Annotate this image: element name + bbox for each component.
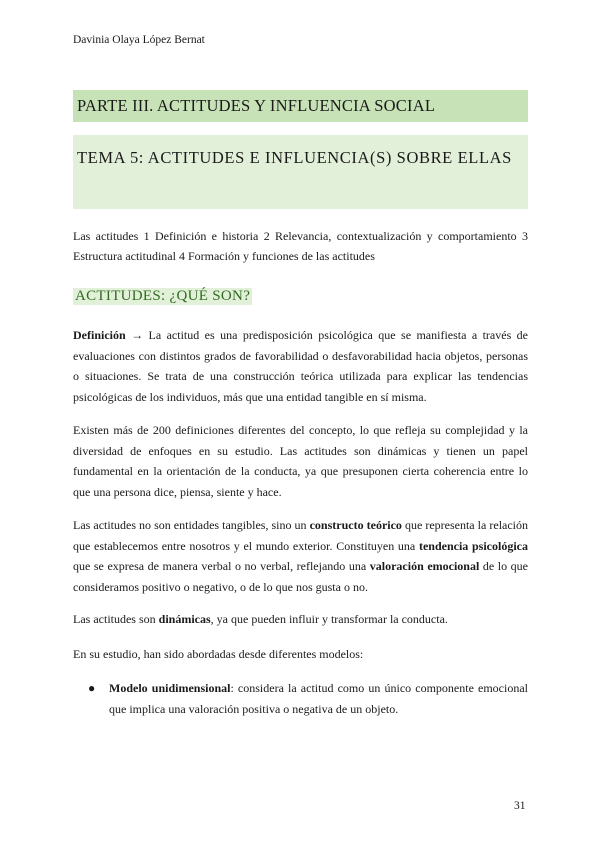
- paragraph-constructo: [73, 515, 528, 597]
- bold-term: constructo teórico: [309, 518, 402, 532]
- paragraph-modelos: En su estudio, han sido abordadas desde diferentes modelos:: [73, 647, 364, 661]
- text-span: Las actitudes no son entidades tangibles, sino un: [73, 518, 310, 532]
- bold-term: valoración emocional: [369, 559, 480, 573]
- definition-paragraph: [73, 325, 528, 407]
- list-item: [88, 678, 528, 719]
- text-span: : considera la actitud como un único componente emocional que implica una valoración positiva o negativa de un objeto.: [109, 681, 529, 716]
- paragraph-definitions: Existen más de 200 definiciones diferentes del concepto, lo que refleja su complejidad y la diversidad de enfoques en su estudio. Las actitudes son dinámicas y tienen un papel fundamental en la orientación de la conducta, ya que presuponen cierta coherencia entre lo que una persona dice, piensa, siente y hace.: [73, 423, 528, 499]
- page-header-author: Davinia Olaya López Bernat: [73, 34, 205, 46]
- part-title: PARTE III. ACTITUDES Y INFLUENCIA SOCIAL: [73, 90, 528, 122]
- section-heading: ACTITUDES: ¿QUÉ SON?: [75, 288, 251, 304]
- paragraph-dinamicas: [73, 609, 528, 630]
- text-span: Las actitudes son: [73, 612, 159, 626]
- text-span: que representa la relación que establecemos entre nosotros y el mundo exterior. Constituyen una: [73, 518, 529, 553]
- arrow-symbol: →: [125, 328, 149, 342]
- text-span: que se expresa de manera verbal o no verbal, reflejando una: [73, 559, 370, 573]
- table-of-contents: Las actitudes 1 Definición e historia 2 Relevancia, contextualización y comportamiento 3 Estructura actitudinal 4 Formación y funciones de las actitudes: [73, 229, 528, 263]
- definition-term: Definición: [73, 328, 126, 342]
- bullet-icon: ●: [88, 681, 96, 695]
- bold-term: tendencia psicológica: [418, 538, 528, 553]
- page-number: 31: [514, 800, 526, 812]
- definition-text: La actitud es una predisposición psicológica que se manifiesta a través de evaluaciones con distintos grados de favorabilidad o desfavorabilidad hacia objetos, personas o situaciones. Se trata de una construcción teórica utilizada para explicar las tendencias psicológicas de los individuos, más que una entidad tangible en sí misma.: [73, 328, 528, 404]
- bold-term: Modelo unidimensional: [109, 681, 231, 695]
- tema-title: TEMA 5: ACTITUDES E INFLUENCIA(S) SOBRE ELLAS: [73, 135, 528, 209]
- text-span: , ya que pueden influir y transformar la conducta.: [210, 612, 448, 626]
- bold-term: dinámicas: [158, 612, 211, 626]
- text-span: de lo que consideramos positivo o negativo, o de lo que nos gusta o no.: [73, 559, 529, 594]
